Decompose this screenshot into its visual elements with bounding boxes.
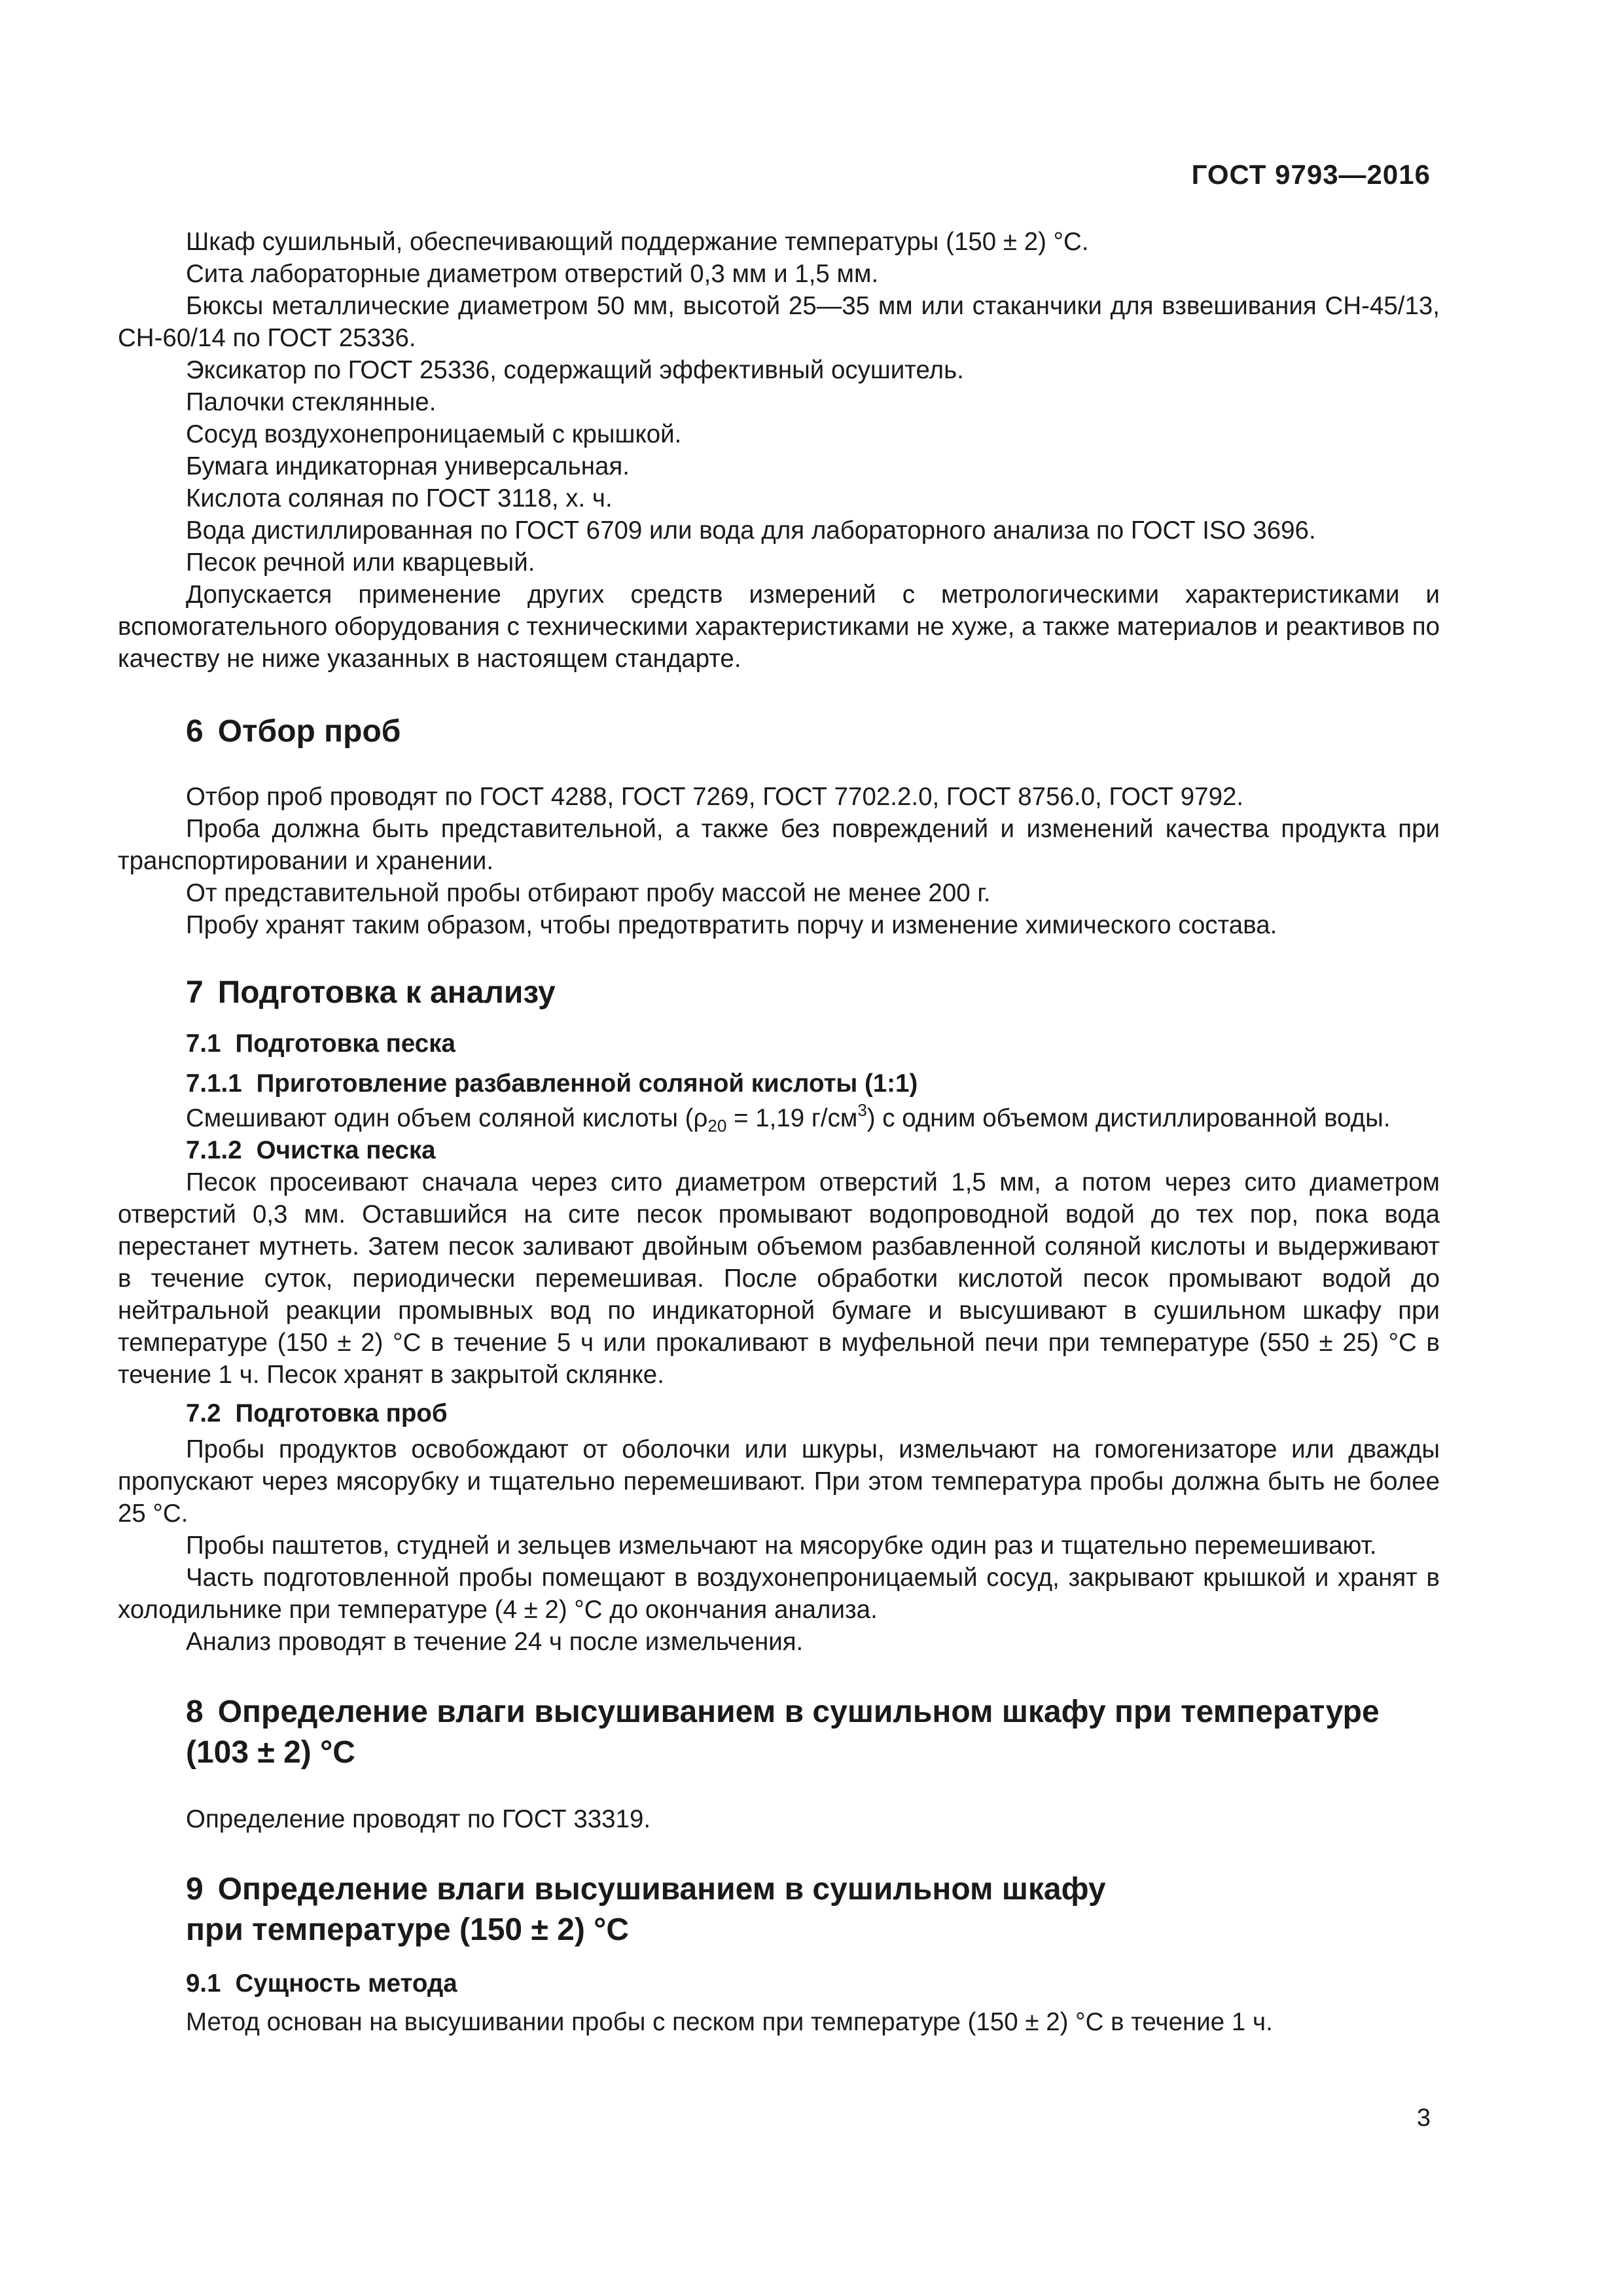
equipment-item: Палочки стеклянные. [186,388,437,416]
subsection-7-1-1-text [118,1102,1440,1134]
subsection-7-1-2-text: Песок просеивают сначала через сито диаметром отверстий 1,5 мм, а потом через сито диаметром отверстий 0,3 мм. Оставшийся на сите песок промывают водопроводной водой до тех пор, пока вода перестанет мутнеть. Затем песок заливают двойным объемом разбавленной соляной кислоты и выдерживают в течение суток, периодически перемешивая. После обработки кислотой песок промывают водой до нейтральной реакции промывных вод по индикаторной бумаге и высушивают в сушильном шкафу при температуре (150 ± 2) °С в течение 5 ч или прокаливают в муфельной печи при температуре (550 ± 25) °С в течение 1 ч. Песок хранят в закрытой склянке. [118,1168,1440,1389]
subsection-7-2-paragraph: Анализ проводят в течение 24 ч после измельчения. [186,1628,804,1656]
equipment-item: Шкаф сушильный, обеспечивающий поддержание температуры (150 ± 2) °С. [186,228,1089,256]
subsection-7-1-2-number: 7.1.2 [186,1136,242,1164]
subsection-7-2-paragraph: Пробы паштетов, студней и зельцев измельчают на мясорубке один раз и тщательно перемешивают. [186,1532,1377,1560]
subsection-9-1-heading [118,1967,1440,2000]
section-9-heading [118,1869,1440,1950]
subsection-7-1-number: 7.1 [186,1030,221,1058]
section-9-title-line1: Определение влаги высушиванием в сушильном шкафу [217,1872,1106,1907]
equipment-note: Допускается применение других средств измерений с метрологическими характеристиками и вспомогательного оборудования с техническими характеристиками не хуже, а также материалов и реактивов по качеству не ниже указанных в настоящем стандарте. [118,581,1440,673]
subsection-7-1-1-number: 7.1.1 [186,1069,242,1098]
equipment-item: Кислота соляная по ГОСТ 3118, х. ч. [186,484,613,512]
subsection-7-2-paragraph: Пробы продуктов освобождают от оболочки или шкуры, измельчают на гомогенизаторе или дважды пропускают через мясорубку и тщательно перемешивают. При этом температура пробы должна быть не более 25 °С. [118,1435,1440,1528]
subsection-7-1-1-title: Приготовление разбавленной соляной кислоты (1:1) [256,1069,918,1098]
subsection-7-1-1-heading [118,1067,1440,1100]
section-6-heading [118,711,1440,752]
equipment-item: Сосуд воздухонепроницаемый с крышкой. [186,420,682,448]
document-body [118,226,1440,2038]
subsection-7-2-heading [118,1397,1440,1429]
subsection-9-1-number: 9.1 [186,1969,221,1998]
subsection-7-2-paragraph: Часть подготовленной пробы помещают в воздухонепроницаемый сосуд, закрывают крышкой и хранят в холодильнике при температуре (4 ± 2) °С до окончания анализа. [118,1564,1440,1624]
equipment-item: Эксикатор по ГОСТ 25336, содержащий эффективный осушитель. [186,356,964,384]
equipment-item: Вода дистиллированная по ГОСТ 6709 или вода для лабораторного анализа по ГОСТ ISO 3696. [186,516,1316,545]
subsection-9-1-title: Сущность метода [235,1969,457,1998]
subsection-7-1-title: Подготовка песка [235,1030,455,1058]
rho-symbol: ρ [693,1104,708,1132]
equipment-item: Бумага индикаторная универсальная. [186,452,630,480]
section-6-number: 6 [186,714,204,749]
acid-text-before: Смешивают один объем соляной кислоты ( [186,1104,694,1132]
acid-text-after: ) с одним объемом дистиллированной воды. [866,1104,1391,1132]
section-8-heading [118,1692,1440,1773]
equipment-item: Песок речной или кварцевый. [186,548,535,577]
section-9-number: 9 [186,1872,204,1907]
subsection-9-1-text: Метод основан на высушивании пробы с песком при температуре (150 ± 2) °С в течение 1 ч. [186,2008,1273,2036]
subsection-7-1-2-heading [118,1134,1440,1166]
subsection-7-1-heading [118,1028,1440,1060]
section-6-title: Отбор проб [217,714,401,749]
subsection-7-2-number: 7.2 [186,1399,221,1427]
section-8-title-line1: Определение влаги высушиванием в сушильном шкафу при температуре [217,1695,1380,1729]
equipment-item: Бюксы металлические диаметром 50 мм, высотой 25—35 мм или стаканчики для взвешивания СН-45/13, СН-60/14 по ГОСТ 25336. [118,292,1440,352]
subsection-7-1-2-title: Очистка песка [256,1136,436,1164]
equipment-item: Сита лабораторные диаметром отверстий 0,3 мм и 1,5 мм. [186,260,879,288]
section-6-paragraph: Проба должна быть представительной, а также без повреждений и изменений качества продукта при транспортировании и хранении. [118,815,1440,875]
section-6-paragraph: От представительной пробы отбирают пробу массой не менее 200 г. [186,879,991,907]
section-6-paragraph: Пробу хранят таким образом, чтобы предотвратить порчу и изменение химического состава. [186,911,1277,939]
document-header-id: ГОСТ 9793—2016 [1191,159,1431,190]
section-8-number: 8 [186,1695,204,1729]
section-7-heading [118,973,1440,1013]
section-8-title-line2: (103 ± 2) °С [186,1735,355,1770]
acid-text-mid: = 1,19 г/см [726,1104,858,1132]
section-6-paragraph: Отбор проб проводят по ГОСТ 4288, ГОСТ 7269, ГОСТ 7702.2.0, ГОСТ 8756.0, ГОСТ 9792. [186,783,1244,811]
rho-subscript: 20 [707,1116,727,1136]
section-7-number: 7 [186,975,204,1010]
page-number: 3 [1416,2104,1431,2132]
section-7-title: Подготовка к анализу [217,975,556,1010]
subsection-7-2-title: Подготовка проб [235,1399,448,1427]
cube-superscript: 3 [857,1100,867,1120]
section-8-paragraph: Определение проводят по ГОСТ 33319. [186,1805,651,1833]
section-9-title-line2: при температуре (150 ± 2) °С [186,1912,630,1947]
